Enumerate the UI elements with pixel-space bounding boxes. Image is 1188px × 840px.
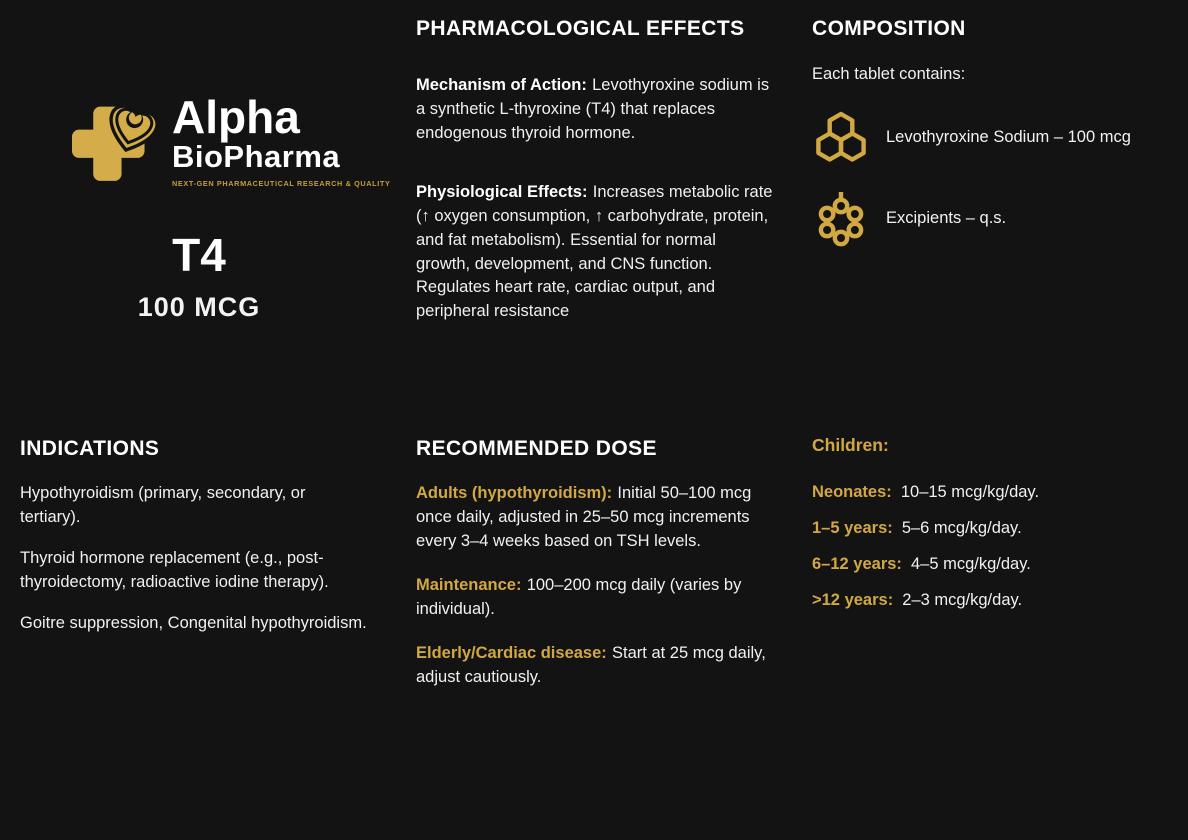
honeycomb-molecule-icon [812, 109, 870, 167]
dose-entry-elderly [416, 642, 774, 690]
composition-item-text: Levothyroxine Sodium – 100 mcg [886, 128, 1131, 147]
indication-item: Goitre suppression, Congenital hypothyroidism. [20, 613, 367, 632]
indications-heading: INDICATIONS [20, 437, 160, 460]
dose-entry-adults [416, 482, 774, 554]
physiological-effects-paragraph [416, 181, 774, 325]
physiological-effects-label: Physiological Effects: [416, 182, 588, 201]
molecule-ring-icon [812, 190, 870, 248]
brand-name-bottom: BioPharma [172, 138, 341, 174]
pharmacological-effects-section [416, 17, 774, 324]
composition-section [812, 17, 1182, 271]
children-dose-section [812, 435, 1184, 627]
mechanism-of-action-paragraph [416, 74, 774, 146]
recommended-dose-section [416, 437, 774, 709]
children-entry-1-5-label: 1–5 years: [812, 519, 893, 538]
children-entry-6-12-label: 6–12 years: [812, 555, 902, 574]
composition-items [812, 109, 1182, 248]
dose-entry-elderly-text: Start at 25 mcg daily, adjust cautiously. [416, 643, 766, 686]
product-name: T4 [172, 229, 226, 281]
children-entry-1-5 [812, 518, 1184, 539]
dose-entry-maintenance [416, 574, 774, 622]
composition-intro: Each tablet contains: [812, 65, 966, 83]
indication-item: Hypothyroidism (primary, secondary, or tertiary). [20, 484, 306, 526]
cross-heart-leaf-icon [72, 96, 164, 188]
children-entry-neonates-text: 10–15 mcg/kg/day. [900, 483, 1040, 501]
physiological-effects-text: Increases metabolic rate (↑ oxygen consumption, ↑ carbohydrate, protein, and fat metabolism). Essential for normal growth, development, and CNS function. Regulates heart rate, cardiac output, and peripheral resistance [416, 182, 773, 321]
composition-item [812, 190, 1182, 248]
dose-entry-maintenance-label: Maintenance: [416, 575, 522, 594]
children-entry-1-5-text: 5–6 mcg/kg/day. [901, 519, 1022, 538]
dose-entry-elderly-label: Elderly/Cardiac disease: [416, 643, 607, 662]
children-entry-over-12-label: >12 years: [812, 591, 894, 610]
product-strength: 100 MCG [137, 292, 261, 322]
children-entry-neonates [812, 482, 1184, 503]
dose-entry-maintenance-text: 100–200 mcg daily (varies by individual). [416, 575, 742, 618]
mechanism-of-action-text: Levothyroxine sodium is a synthetic L-thyroxine (T4) that replaces endogenous thyroid hormone. [416, 76, 770, 142]
logo [72, 91, 391, 188]
children-entry-neonates-label: Neonates: [812, 483, 892, 501]
mechanism-of-action-label: Mechanism of Action: [416, 76, 587, 94]
children-entry-over-12 [812, 590, 1184, 611]
children-entry-6-12 [812, 554, 1184, 575]
brand-tagline: NEXT-GEN PHARMACEUTICAL RESEARCH & QUALITY [172, 178, 391, 188]
recommended-dose-heading: RECOMMENDED DOSE [416, 437, 657, 460]
brand-wordmark [172, 91, 391, 188]
composition-item [812, 109, 1182, 167]
pharmacological-effects-heading: PHARMACOLOGICAL EFFECTS [416, 17, 745, 40]
indication-item: Thyroid hormone replacement (e.g., post-thyroidectomy, radioactive iodine therapy). [20, 548, 329, 591]
composition-item-text: Excipients – q.s. [886, 209, 1007, 228]
dose-entry-adults-label: Adults (hypothyroidism): [416, 484, 613, 502]
children-entry-6-12-text: 4–5 mcg/kg/day. [910, 555, 1031, 574]
brand-block [72, 91, 391, 323]
composition-heading: COMPOSITION [812, 17, 966, 40]
dose-entry-adults-text: Initial 50–100 mcg once daily, adjusted in 25–50 mcg increments every 3–4 weeks based on TSH levels. [416, 484, 752, 550]
children-dose-heading: Children: [812, 435, 889, 455]
indications-section [20, 437, 368, 653]
brand-name-top: Alpha [172, 91, 300, 144]
children-entry-over-12-text: 2–3 mcg/kg/day. [902, 591, 1023, 610]
